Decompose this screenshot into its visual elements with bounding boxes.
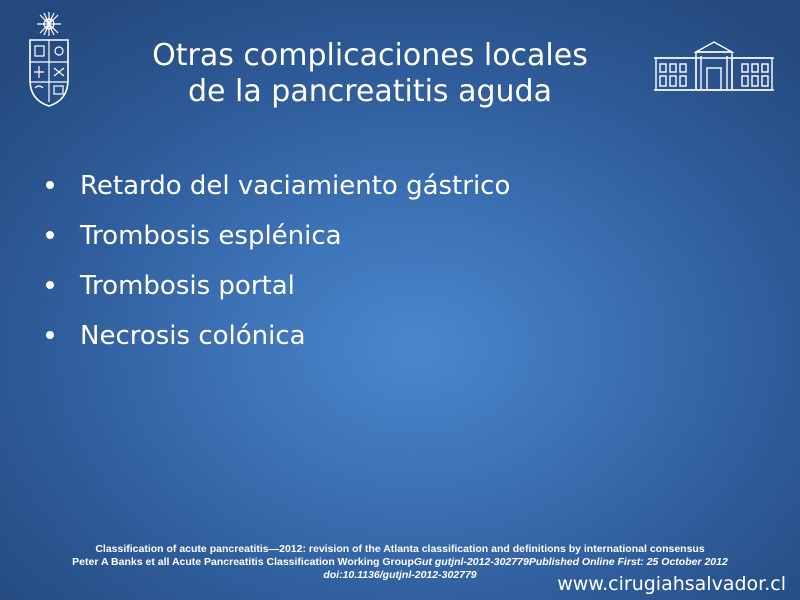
- citation-line-1: Classification of acute pancreatitis—2012: revision of the Atlanta classification and definitions by international consensus: [95, 543, 705, 555]
- bullet-icon: [46, 231, 54, 239]
- citation-journal: Gut gutjnl-2012-302779Published Online First: 25 October 2012: [413, 556, 728, 568]
- page-title: [90, 38, 650, 110]
- citation-line-2: [40, 556, 760, 569]
- bullet-icon: [46, 181, 54, 189]
- list-item: [42, 264, 742, 314]
- list-item-text: Retardo del vaciamiento gástrico: [80, 171, 511, 201]
- list-item: [42, 314, 742, 364]
- list-item-text: Trombosis portal: [80, 271, 295, 301]
- website-url: www.cirugiahsalvador.cl: [557, 573, 786, 595]
- list-item-text: Trombosis esplénica: [80, 221, 342, 251]
- title-line-1: Otras complicaciones locales: [152, 38, 588, 73]
- list-item: [42, 164, 742, 214]
- list-item: [42, 214, 742, 264]
- citation-authors: Peter A Banks et all Acute Pancreatitis Classification Working Group: [72, 556, 414, 568]
- list-item-text: Necrosis colónica: [80, 321, 306, 351]
- bullet-list: [42, 164, 742, 364]
- hospital-building-icon: [652, 38, 776, 94]
- university-crest-icon: [24, 10, 74, 110]
- title-line-2: de la pancreatitis aguda: [188, 74, 552, 109]
- citation-doi: doi:10.1136/gutjnl-2012-302779: [323, 569, 477, 581]
- bullet-icon: [46, 331, 54, 339]
- bullet-icon: [46, 281, 54, 289]
